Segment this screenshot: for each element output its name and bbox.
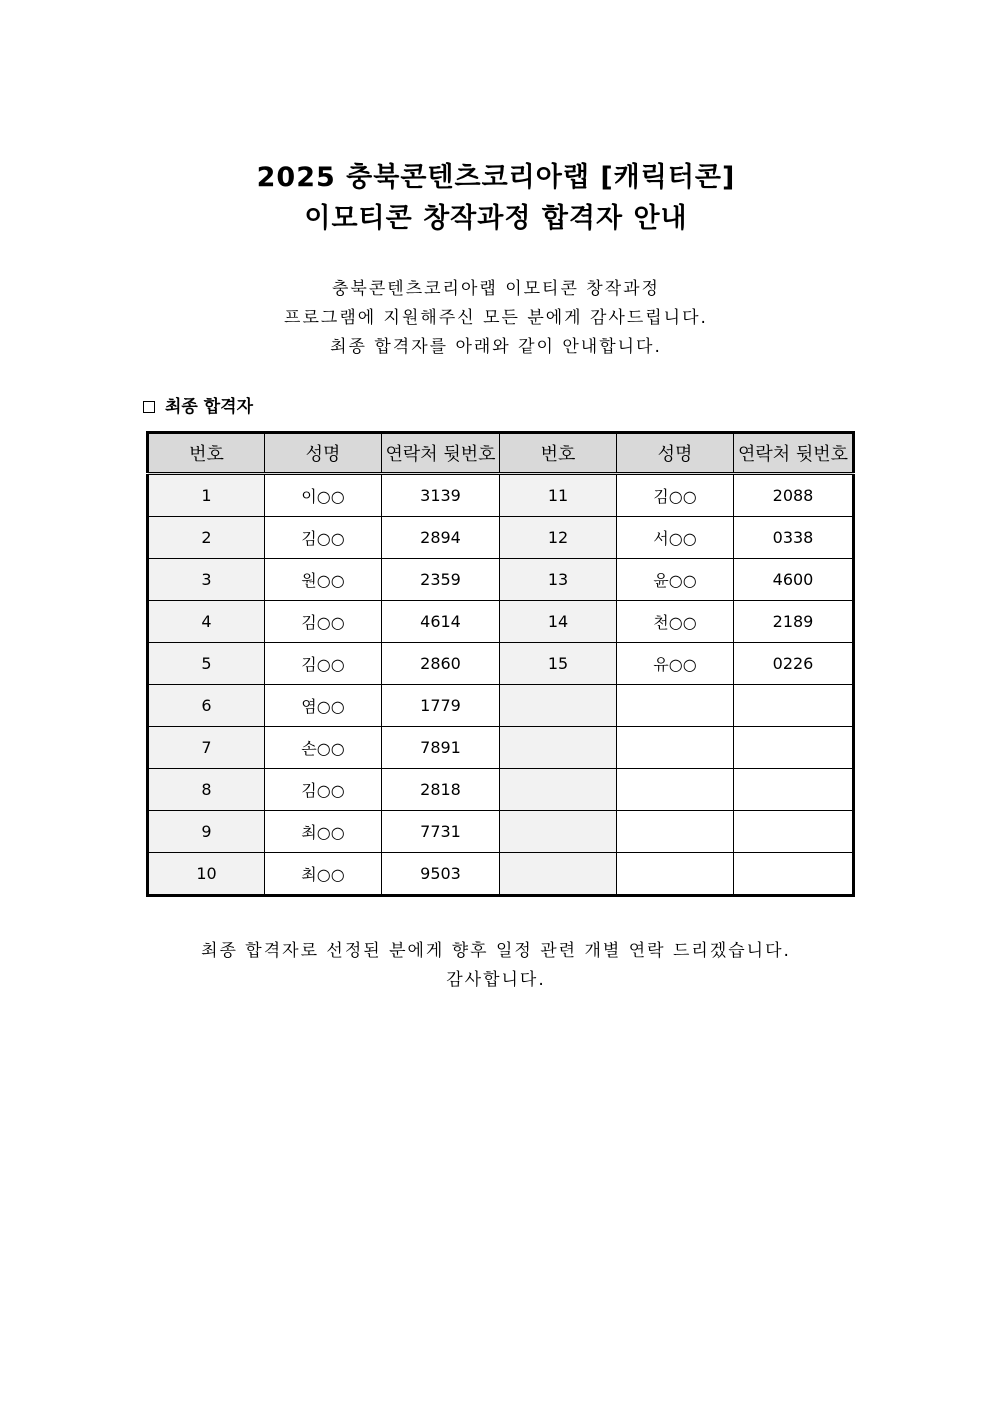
cell-number: 14 xyxy=(500,601,617,643)
cell-name: 염○○ xyxy=(265,685,382,727)
cell-contact: 7891 xyxy=(382,727,500,769)
cell-contact: 2088 xyxy=(734,474,854,517)
cell-contact: 0226 xyxy=(734,643,854,685)
table-row xyxy=(148,811,854,853)
cell-number: 7 xyxy=(148,727,265,769)
cell-number: 2 xyxy=(148,517,265,559)
table-row xyxy=(148,727,854,769)
cell-name xyxy=(617,727,734,769)
cell-name: 손○○ xyxy=(265,727,382,769)
cell-number: 4 xyxy=(148,601,265,643)
cell-contact: 2189 xyxy=(734,601,854,643)
cell-name: 원○○ xyxy=(265,559,382,601)
cell-name: 최○○ xyxy=(265,811,382,853)
cell-contact xyxy=(734,853,854,896)
cell-number xyxy=(500,769,617,811)
intro-line: 프로그램에 지원해주신 모든 분에게 감사드립니다. xyxy=(284,308,708,328)
cell-name xyxy=(617,853,734,896)
header-number: 번호 xyxy=(500,433,617,474)
cell-number xyxy=(500,727,617,769)
cell-contact xyxy=(734,727,854,769)
cell-contact: 4600 xyxy=(734,559,854,601)
cell-number: 1 xyxy=(148,474,265,517)
table-row xyxy=(148,643,854,685)
checkbox-icon xyxy=(143,401,155,413)
table-row xyxy=(148,559,854,601)
cell-name xyxy=(617,811,734,853)
section-heading xyxy=(143,394,253,420)
table-header-row xyxy=(148,433,854,474)
table-row xyxy=(148,769,854,811)
cell-name xyxy=(617,769,734,811)
cell-contact xyxy=(734,769,854,811)
cell-name: 천○○ xyxy=(617,601,734,643)
cell-name: 김○○ xyxy=(265,769,382,811)
roster-table xyxy=(146,431,855,897)
cell-number xyxy=(500,685,617,727)
cell-name xyxy=(617,685,734,727)
cell-number: 15 xyxy=(500,643,617,685)
header-number: 번호 xyxy=(148,433,265,474)
title-line-2: 이모티콘 창작과정 합격자 안내 xyxy=(304,203,688,234)
cell-number: 10 xyxy=(148,853,265,896)
cell-name: 유○○ xyxy=(617,643,734,685)
cell-number: 11 xyxy=(500,474,617,517)
intro-text xyxy=(0,275,992,362)
cell-number: 5 xyxy=(148,643,265,685)
cell-number xyxy=(500,811,617,853)
closing-line: 감사합니다. xyxy=(446,970,546,990)
cell-name: 이○○ xyxy=(265,474,382,517)
section-label: 최종 합격자 xyxy=(165,397,254,417)
closing-text xyxy=(0,937,992,995)
header-contact: 연락처 뒷번호 xyxy=(382,433,500,474)
table-row xyxy=(148,853,854,896)
header-name: 성명 xyxy=(617,433,734,474)
cell-name: 김○○ xyxy=(617,474,734,517)
cell-contact: 9503 xyxy=(382,853,500,896)
table-row xyxy=(148,685,854,727)
closing-line: 최종 합격자로 선정된 분에게 향후 일정 관련 개별 연락 드리겠습니다. xyxy=(201,941,791,961)
cell-contact: 1779 xyxy=(382,685,500,727)
cell-contact: 2860 xyxy=(382,643,500,685)
cell-contact xyxy=(734,811,854,853)
cell-name: 서○○ xyxy=(617,517,734,559)
cell-contact: 2359 xyxy=(382,559,500,601)
cell-name: 윤○○ xyxy=(617,559,734,601)
cell-contact: 2818 xyxy=(382,769,500,811)
cell-contact: 3139 xyxy=(382,474,500,517)
cell-contact: 2894 xyxy=(382,517,500,559)
intro-line: 최종 합격자를 아래와 같이 안내합니다. xyxy=(330,337,662,357)
table-row xyxy=(148,601,854,643)
cell-name: 김○○ xyxy=(265,517,382,559)
cell-name: 김○○ xyxy=(265,601,382,643)
title-line-1: 2025 충북콘텐츠코리아랩 [캐릭터콘] xyxy=(256,162,736,193)
table-row xyxy=(148,474,854,517)
cell-number: 8 xyxy=(148,769,265,811)
table-row xyxy=(148,517,854,559)
header-contact: 연락처 뒷번호 xyxy=(734,433,854,474)
intro-line: 충북콘텐츠코리아랩 이모티콘 창작과정 xyxy=(332,279,660,299)
cell-contact: 0338 xyxy=(734,517,854,559)
cell-number: 13 xyxy=(500,559,617,601)
cell-contact: 7731 xyxy=(382,811,500,853)
cell-name: 최○○ xyxy=(265,853,382,896)
cell-contact: 4614 xyxy=(382,601,500,643)
cell-number: 6 xyxy=(148,685,265,727)
cell-number: 3 xyxy=(148,559,265,601)
cell-name: 김○○ xyxy=(265,643,382,685)
cell-number: 9 xyxy=(148,811,265,853)
header-name: 성명 xyxy=(265,433,382,474)
cell-contact xyxy=(734,685,854,727)
cell-number xyxy=(500,853,617,896)
cell-number: 12 xyxy=(500,517,617,559)
